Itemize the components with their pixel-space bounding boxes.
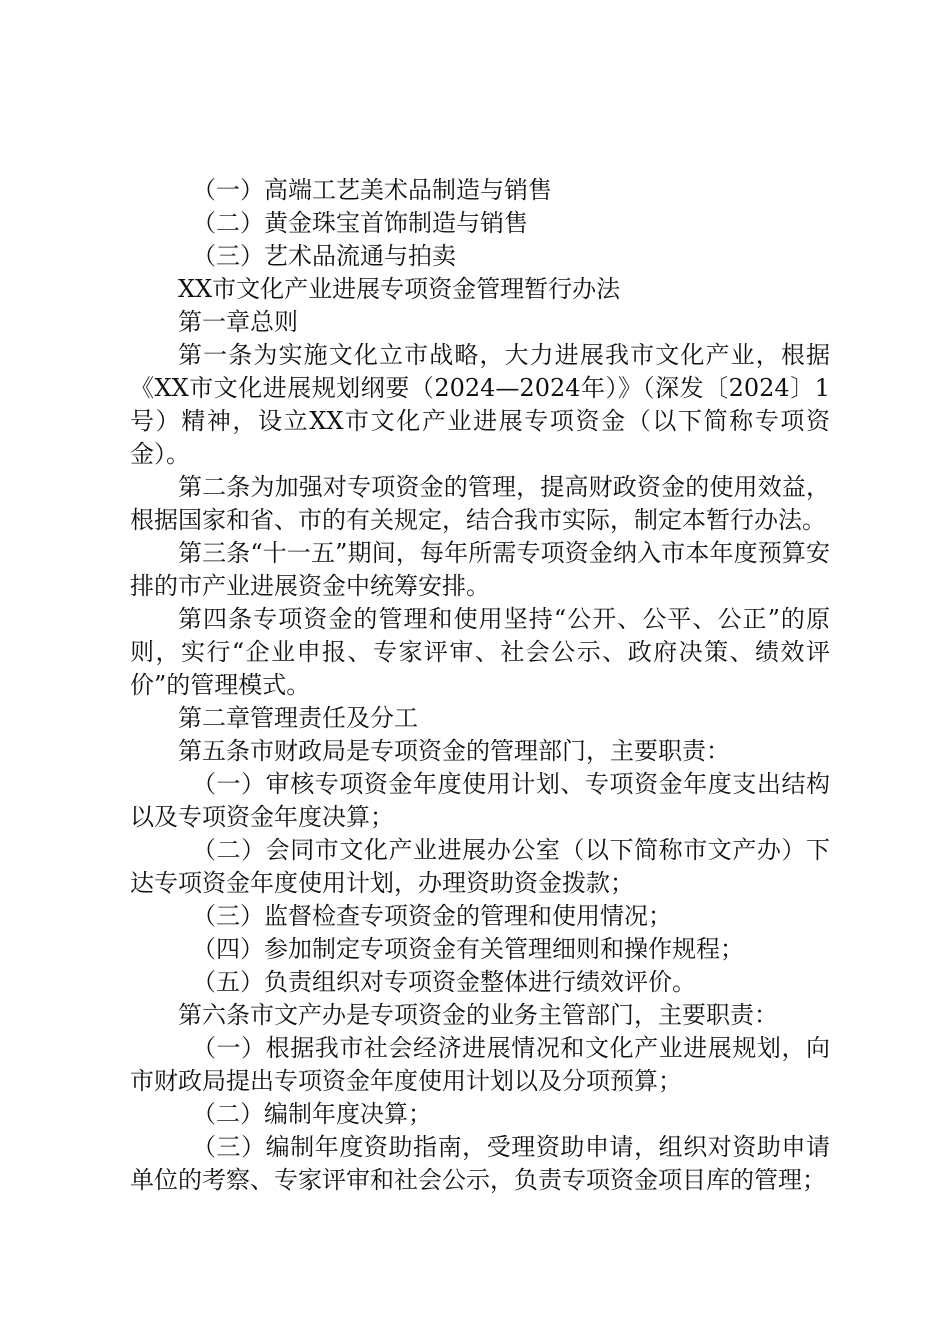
list-item-arts-crafts: （一）高端工艺美术品制造与销售 (192, 176, 552, 204)
article-4: 第四条专项资金的管理和使用坚持“公开、公平、公正”的原则，实行“企业申报、专家评审、社会公示、政府决策、绩效评价”的管理模式。 (130, 605, 830, 699)
article-5-item-4: （四）参加制定专项资金有关管理细则和操作规程； (192, 935, 744, 963)
article-2: 第二条为加强对专项资金的管理，提高财政资金的使用效益，根据国家和省、市的有关规定，结合我市实际，制定本暂行办法。 (130, 473, 830, 534)
document-body (130, 174, 830, 1197)
article-5-item-2: （二）会同市文化产业进展办公室（以下简称市文产办）下达专项资金年度使用计划，办理资助资金拨款； (130, 836, 830, 897)
article-6-item-1: （一）根据我市社会经济进展情况和文化产业进展规划，向市财政局提出专项资金年度使用计划以及分项预算； (130, 1034, 830, 1095)
article-5-item-3: （三）监督检查专项资金的管理和使用情况； (192, 902, 672, 930)
article-5-item-5: （五）负责组织对专项资金整体进行绩效评价。 (192, 968, 696, 996)
article-6-item-3: （三）编制年度资助指南，受理资助申请，组织对资助申请单位的考察、专家评审和社会公示，负责专项资金项目库的管理； (130, 1133, 830, 1194)
list-item-art-auction: （三）艺术品流通与拍卖 (192, 242, 456, 270)
article-6: 第六条市文产办是专项资金的业务主管部门，主要职责： (178, 1001, 778, 1029)
list-item-jewelry: （二）黄金珠宝首饰制造与销售 (192, 209, 528, 237)
document-title: XX市文化产业进展专项资金管理暂行办法 (178, 275, 621, 303)
article-3: 第三条“十一五”期间，每年所需专项资金纳入市本年度预算安排的市产业进展资金中统筹安排。 (130, 539, 830, 600)
chapter-heading-general: 第一章总则 (178, 308, 298, 336)
article-6-item-2: （二）编制年度决算； (192, 1100, 432, 1128)
article-5-item-1: （一）审核专项资金年度使用计划、专项资金年度支出结构以及专项资金年度决算； (130, 770, 830, 831)
chapter-heading-responsibilities: 第二章管理责任及分工 (178, 704, 418, 732)
article-5: 第五条市财政局是专项资金的管理部门，主要职责： (178, 737, 730, 765)
article-1: 第一条为实施文化立市战略，大力进展我市文化产业，根据《XX市文化进展规划纲要（2024—2024年）》（深发〔2024〕1号）精神，设立XX市文化产业进展专项资金（以下简称专项资金）。 (130, 341, 830, 468)
